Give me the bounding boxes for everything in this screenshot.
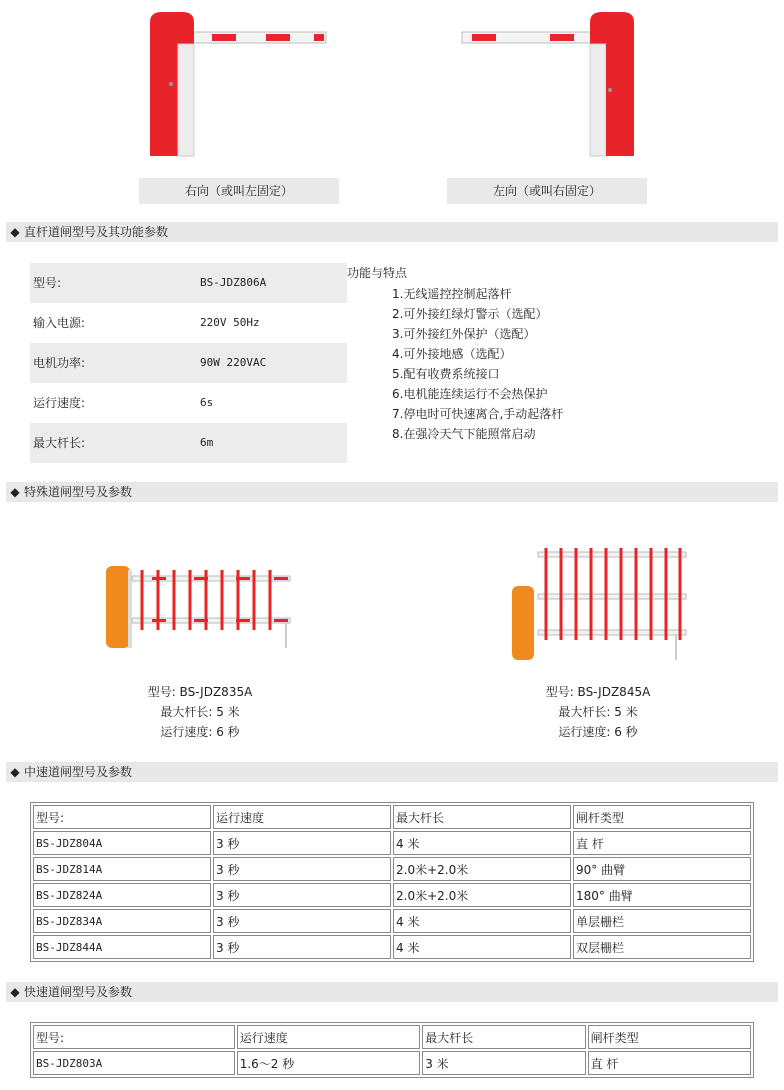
section-straight-header <box>6 222 778 242</box>
table-header-cell: 运行速度 <box>213 805 391 829</box>
spec-key: 最大杆长: <box>33 436 86 450</box>
spec-value: 6s <box>200 396 214 409</box>
table-cell: 4 米 <box>393 831 571 855</box>
feature-item: 1.无线遥控控制起落杆 <box>392 287 512 301</box>
special-left-speed: 运行速度: 6 秒 <box>160 725 240 739</box>
spec-key: 电机功率: <box>33 356 86 370</box>
fence-barrier-double-image <box>510 546 690 662</box>
table-cell: 直 杆 <box>588 1051 751 1075</box>
section-fast-title: 快速道闸型号及参数 <box>24 985 133 999</box>
diamond-icon: ◆ <box>10 485 20 499</box>
special-left-model: 型号: BS-JDZ835A <box>147 685 253 699</box>
spec-value: 6m <box>200 436 214 449</box>
spec-value: 90W 220VAC <box>200 356 267 369</box>
table-header-cell: 型号: <box>33 805 211 829</box>
table-cell: 3 秒 <box>213 883 391 907</box>
feature-item: 3.可外接红外保护（选配） <box>392 327 536 341</box>
feature-item: 7.停电时可快速离合,手动起落杆 <box>392 407 564 421</box>
special-left-length: 最大杆长: 5 米 <box>160 705 240 719</box>
table-cell: 4 米 <box>393 909 571 933</box>
features-title: 功能与特点 <box>347 266 408 280</box>
table-row <box>33 935 751 959</box>
table-cell: 3 秒 <box>213 857 391 881</box>
spec-key: 型号: <box>33 276 62 290</box>
special-left-info <box>120 682 280 742</box>
table-cell: 3 秒 <box>213 909 391 933</box>
right-caption: 左向（或叫右固定） <box>447 178 647 204</box>
section-fast-header <box>6 982 778 1002</box>
section-straight-title: 直杆道闸型号及其功能参数 <box>24 225 169 239</box>
table-header-cell: 型号: <box>33 1025 235 1049</box>
fast-speed-table <box>30 1022 754 1078</box>
table-header-cell: 闸杆类型 <box>588 1025 751 1049</box>
table-cell: 直 杆 <box>573 831 751 855</box>
special-right-info <box>518 682 678 742</box>
table-row <box>33 831 751 855</box>
table-header-cell: 运行速度 <box>237 1025 421 1049</box>
section-medium-title: 中速道闸型号及参数 <box>24 765 133 779</box>
table-cell: 90° 曲臂 <box>573 857 751 881</box>
feature-item: 8.在强冷天气下能照常启动 <box>392 427 536 441</box>
barrier-right-image <box>140 10 330 160</box>
table-row <box>33 1051 751 1075</box>
diamond-icon: ◆ <box>10 985 20 999</box>
table-cell: 3 米 <box>422 1051 585 1075</box>
table-header-row <box>33 1025 751 1049</box>
special-right-speed: 运行速度: 6 秒 <box>558 725 638 739</box>
feature-item: 6.电机能连续运行不会热保护 <box>392 387 548 401</box>
table-cell: 单层栅栏 <box>573 909 751 933</box>
spec-row <box>30 343 347 383</box>
table-cell: 180° 曲臂 <box>573 883 751 907</box>
table-cell: 3 秒 <box>213 831 391 855</box>
spec-row <box>30 263 347 303</box>
table-cell: BS-JDZ824A <box>33 883 211 907</box>
table-cell: BS-JDZ814A <box>33 857 211 881</box>
feature-item: 4.可外接地感（选配） <box>392 347 512 361</box>
table-cell: 1.6～2 秒 <box>237 1051 421 1075</box>
section-medium-header <box>6 762 778 782</box>
spec-value: BS-JDZ806A <box>200 276 267 289</box>
table-header-cell: 最大杆长 <box>393 805 571 829</box>
spec-key: 运行速度: <box>33 396 86 410</box>
spec-row <box>30 303 347 343</box>
table-cell: 4 米 <box>393 935 571 959</box>
table-cell: 2.0米+2.0米 <box>393 883 571 907</box>
special-right-model: 型号: BS-JDZ845A <box>545 685 651 699</box>
table-cell: BS-JDZ834A <box>33 909 211 933</box>
table-row <box>33 883 751 907</box>
feature-item: 2.可外接红绿灯警示（选配） <box>392 307 548 321</box>
medium-speed-table <box>30 802 754 962</box>
barrier-left-image <box>458 10 648 160</box>
spec-row <box>30 383 347 423</box>
table-header-row <box>33 805 751 829</box>
table-cell: 3 秒 <box>213 935 391 959</box>
table-header-cell: 最大杆长 <box>422 1025 585 1049</box>
table-cell: BS-JDZ803A <box>33 1051 235 1075</box>
left-caption: 右向（或叫左固定） <box>139 178 339 204</box>
diamond-icon: ◆ <box>10 225 20 239</box>
special-right-length: 最大杆长: 5 米 <box>558 705 638 719</box>
spec-key: 输入电源: <box>33 316 86 330</box>
table-cell: 双层栅栏 <box>573 935 751 959</box>
table-cell: BS-JDZ844A <box>33 935 211 959</box>
section-special-header <box>6 482 778 502</box>
fence-barrier-single-image <box>104 562 294 654</box>
table-cell: BS-JDZ804A <box>33 831 211 855</box>
table-header-cell: 闸杆类型 <box>573 805 751 829</box>
spec-value: 220V 50Hz <box>200 316 260 329</box>
feature-item: 5.配有收费系统接口 <box>392 367 500 381</box>
section-special-title: 特殊道闸型号及参数 <box>24 485 133 499</box>
table-row <box>33 909 751 933</box>
table-cell: 2.0米+2.0米 <box>393 857 571 881</box>
spec-row <box>30 423 347 463</box>
table-row <box>33 857 751 881</box>
diamond-icon: ◆ <box>10 765 20 779</box>
